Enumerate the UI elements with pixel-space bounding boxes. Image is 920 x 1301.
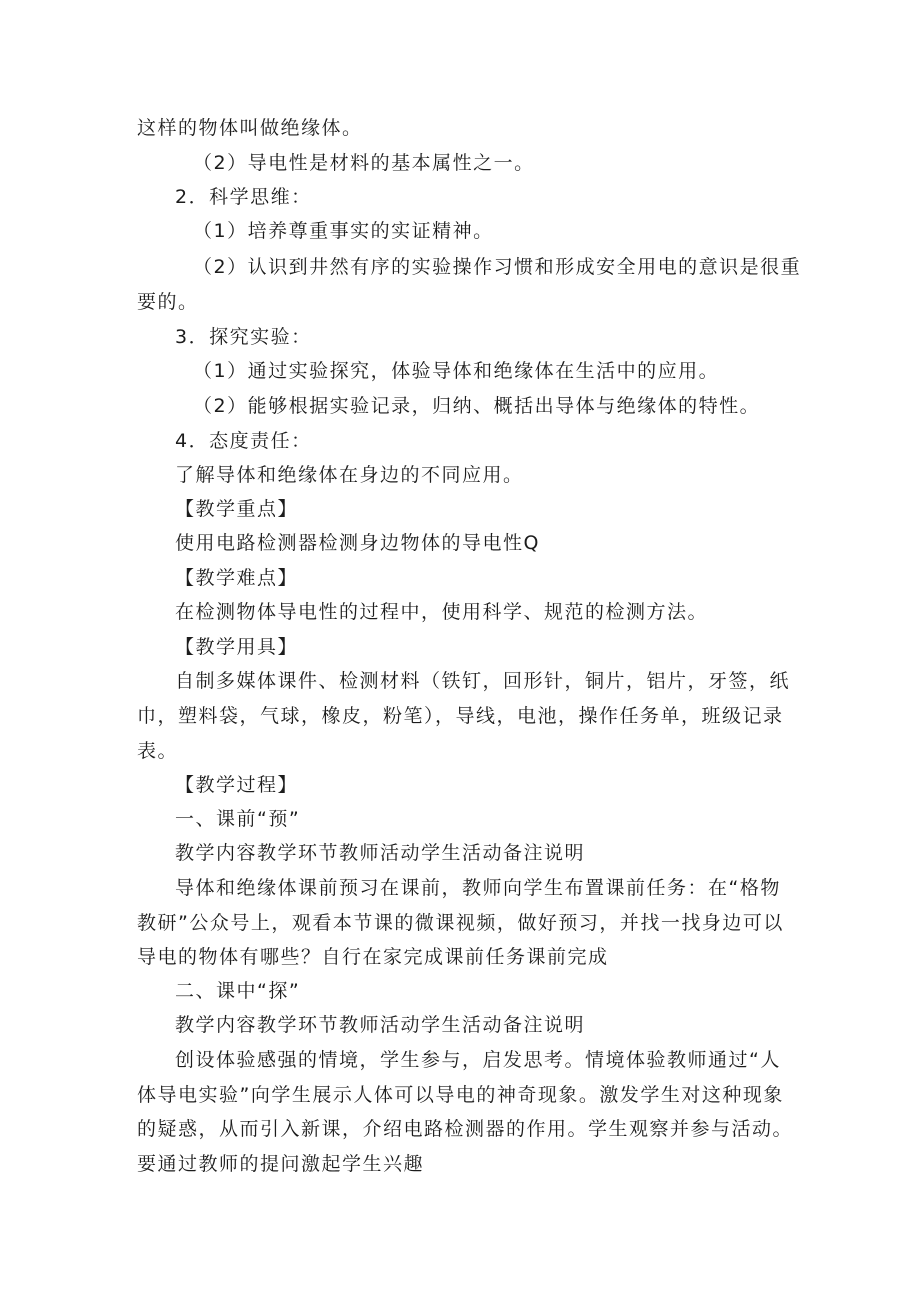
text-line: 在检测物体导电性的过程中，使用科学、规范的检测方法。 — [175, 601, 709, 623]
text-line: 的疑惑，从而引入新课，介绍电路检测器的作用。学生观察并参与活动。 — [137, 1118, 794, 1140]
text-line: 体导电实验”向学生展示人体可以导电的神奇现象。激发学生对这种现象 — [137, 1084, 784, 1106]
section-heading: 一、课前“预” — [175, 808, 301, 830]
text-line: 这样的物体叫做绝缘体。 — [137, 117, 363, 139]
text-line: 要通过教师的提问激起学生兴趣 — [137, 1153, 425, 1175]
text-line: 教学内容教学环节教师活动学生活动备注说明 — [175, 1014, 586, 1036]
bracket-heading: 【教学用具】 — [175, 636, 299, 658]
bracket-heading: 【教学难点】 — [175, 567, 299, 589]
text-line: 教学内容教学环节教师活动学生活动备注说明 — [175, 842, 586, 864]
bracket-heading: 【教学重点】 — [175, 498, 299, 520]
text-line: 自制多媒体课件、检测材料（铁钉，回形针，铜片，铝片，牙签，纸 — [175, 670, 791, 692]
text-line: （2）导电性是材料的基本属性之一。 — [193, 152, 535, 174]
text-line: （2）能够根据实验记录，归纳、概括出导体与绝缘体的特性。 — [193, 395, 761, 417]
section-heading: 2．科学思维： — [175, 186, 312, 208]
text-line: 表。 — [137, 740, 179, 762]
bracket-heading: 【教学过程】 — [175, 774, 299, 796]
section-heading: 3．探究实验： — [175, 326, 312, 348]
text-line: 导电的物体有哪些？自行在家完成课前任务课前完成 — [137, 946, 609, 968]
text-line: （1）通过实验探究，体验导体和绝缘体在生活中的应用。 — [193, 360, 720, 382]
text-line: 了解导体和绝缘体在身边的不同应用。 — [175, 464, 524, 486]
text-line: 教研”公众号上，观看本节课的微课视频，做好预习，并找一找身边可以 — [137, 912, 784, 934]
section-heading: 4．态度责任： — [175, 430, 312, 452]
text-line: 创设体验感强的情境，学生参与，启发思考。情境体验教师通过“人 — [175, 1049, 781, 1071]
text-line: 巾，塑料袋，气球，橡皮，粉笔），导线，电池，操作任务单，班级记录 — [137, 705, 784, 727]
text-line: （2）认识到井然有序的实验操作习惯和形成安全用电的意识是很重 — [193, 256, 802, 278]
text-line: 导体和绝缘体课前预习在课前，教师向学生布置课前任务：在“格物 — [175, 877, 781, 899]
section-heading: 二、课中“探” — [175, 980, 301, 1002]
text-line: （1）培养尊重事实的实证精神。 — [193, 220, 494, 242]
text-line: 要的。 — [137, 291, 199, 313]
text-line: 使用电路检测器检测身边物体的导电性Q — [175, 532, 540, 554]
